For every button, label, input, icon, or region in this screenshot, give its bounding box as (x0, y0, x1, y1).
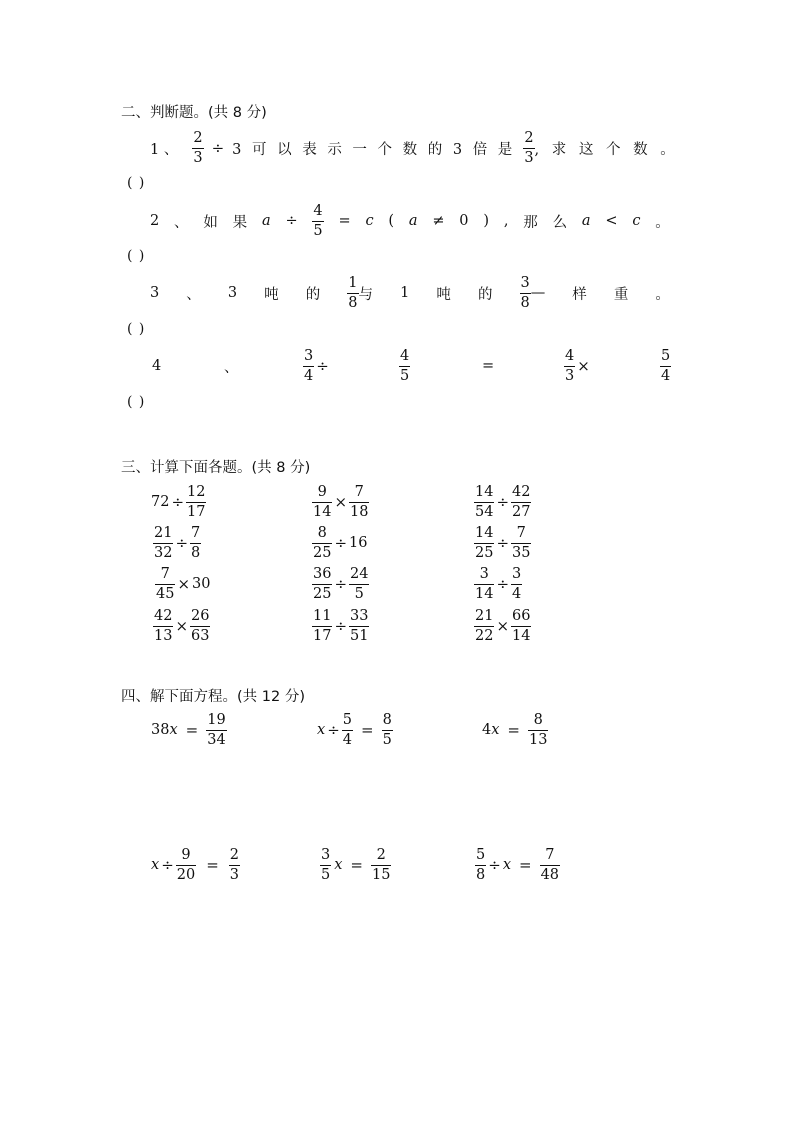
calc-problem-12 (474, 606, 531, 646)
numerator: 8 (382, 712, 392, 728)
fraction (176, 848, 196, 882)
denominator: 48 (540, 866, 560, 883)
numerator: 3 (520, 275, 530, 291)
denominator: 13 (154, 627, 173, 644)
fraction (186, 485, 206, 519)
numerator: 1 (348, 275, 358, 291)
question-text: 果 (232, 214, 248, 231)
variable: c (365, 213, 374, 229)
calc-problem-10 (153, 606, 210, 646)
variable: x (334, 857, 343, 873)
fraction (190, 526, 201, 560)
math-token: = (519, 856, 532, 874)
math-token: = (507, 721, 520, 739)
fraction (312, 204, 323, 238)
question-number: 3 (150, 285, 160, 301)
denominator: 13 (529, 731, 548, 748)
denominator: 5 (321, 866, 331, 883)
math-token: 72 (151, 494, 170, 510)
question-text: 3 可 以 表 示 一 个 数 的 3 倍 是 (232, 141, 516, 158)
variable: x (151, 857, 160, 873)
fraction (520, 276, 531, 310)
numerator: 3 (479, 566, 489, 582)
number: 1 (400, 285, 410, 301)
equation-1 (151, 710, 227, 750)
question-text: 、 (174, 214, 189, 231)
fraction (347, 276, 358, 310)
denominator: 35 (512, 544, 531, 561)
math-token: ÷ (171, 493, 185, 511)
math-token: ÷ (496, 575, 510, 593)
answer-blank[interactable]: ( ) (127, 175, 146, 191)
fraction (192, 131, 203, 165)
judgment-question-1 (150, 128, 679, 168)
denominator: 54 (475, 503, 494, 520)
denominator: 3 (524, 149, 534, 166)
denominator: 4 (512, 585, 522, 602)
math-token: = (350, 856, 363, 874)
fraction (312, 526, 332, 560)
denominator: 18 (350, 503, 369, 520)
denominator: 17 (313, 627, 332, 644)
not-equal-sign: ≠ (432, 213, 445, 229)
number: 3 (227, 285, 238, 301)
variable: x (491, 722, 500, 738)
denominator: 51 (350, 627, 369, 644)
math-token: ÷ (496, 534, 510, 552)
denominator: 4 (304, 367, 314, 384)
numerator: 42 (512, 484, 531, 500)
denominator: 8 (520, 294, 530, 311)
question-text: 那 (523, 214, 538, 231)
fraction (660, 349, 671, 383)
divide-sign: ÷ (316, 357, 329, 375)
numerator: 14 (475, 484, 494, 500)
denominator: 4 (661, 367, 671, 384)
fraction (303, 349, 314, 383)
denominator: 8 (348, 294, 358, 311)
numerator: 7 (160, 566, 170, 582)
denominator: 25 (313, 544, 332, 561)
fraction (528, 713, 548, 747)
numerator: 5 (342, 712, 352, 728)
math-token: ÷ (496, 493, 510, 511)
numerator: 3 (304, 348, 314, 364)
numerator: 7 (354, 484, 364, 500)
question-text: 如 (203, 214, 218, 231)
comma: , (503, 213, 509, 229)
fraction (511, 485, 531, 519)
numerator: 42 (154, 608, 173, 624)
judgment-question-2 (150, 201, 670, 241)
denominator: 5 (400, 367, 410, 384)
question-number: 4 (152, 358, 162, 374)
fraction (523, 131, 534, 165)
variable: a (261, 213, 271, 229)
fraction (371, 848, 391, 882)
fraction (155, 567, 175, 601)
divide-sign: ÷ (211, 139, 225, 157)
fraction (540, 848, 560, 882)
denominator: 5 (382, 731, 392, 748)
numerator: 4 (400, 348, 410, 364)
math-token: 30 (192, 576, 211, 592)
numerator: 2 (229, 847, 240, 863)
variable: a (581, 213, 591, 229)
numerator: 11 (313, 608, 332, 624)
question-text: 吨 (264, 286, 279, 303)
equation-4 (151, 845, 240, 885)
math-token: 4 (482, 722, 492, 738)
numerator: 36 (313, 566, 332, 582)
denominator: 25 (313, 585, 332, 602)
fraction (475, 848, 486, 882)
answer-blank[interactable]: ( ) (127, 394, 146, 410)
fraction (153, 609, 173, 643)
numerator: 8 (317, 525, 327, 541)
fraction (153, 526, 173, 560)
denominator: 22 (475, 627, 494, 644)
fraction (474, 485, 494, 519)
numerator: 9 (317, 484, 327, 500)
question-text: 与 (358, 286, 374, 303)
math-token: = (206, 856, 219, 874)
numerator: 33 (350, 608, 369, 624)
numerator: 3 (321, 847, 331, 863)
fraction (190, 609, 210, 643)
calc-problem-9 (474, 564, 522, 604)
numerator: 5 (476, 847, 486, 863)
equals-sign: = (482, 358, 495, 374)
denominator: 63 (191, 627, 210, 644)
divide-sign: ÷ (285, 213, 298, 229)
fraction (399, 349, 410, 383)
question-text: 的 (477, 286, 493, 303)
math-token: × (177, 575, 191, 593)
numerator: 26 (191, 608, 210, 624)
question-text: , 求 这 个 数 。 (534, 141, 679, 158)
math-token: ÷ (175, 534, 189, 552)
calc-problem-6 (474, 523, 531, 563)
equation-6 (475, 845, 560, 885)
denominator: 45 (156, 585, 175, 602)
denominator: 34 (207, 731, 226, 748)
calc-problem-11 (312, 606, 369, 646)
numerator: 7 (516, 525, 526, 541)
judgment-question-3 (150, 273, 670, 313)
fraction (382, 713, 393, 747)
numerator: 21 (475, 608, 494, 624)
question-text: — (530, 285, 546, 301)
math-token: ÷ (327, 721, 340, 739)
denominator: 17 (187, 503, 206, 520)
period: 。 (655, 286, 670, 303)
denominator: 14 (313, 503, 332, 520)
variable: c (632, 213, 641, 229)
numerator: 2 (376, 847, 386, 863)
fraction (511, 567, 522, 601)
denominator: 8 (191, 544, 201, 561)
less-than-sign: < (605, 213, 618, 229)
denominator: 20 (176, 866, 196, 883)
math-token: × (175, 617, 189, 635)
math-token: 38 (151, 722, 170, 738)
numerator: 14 (475, 525, 494, 541)
numerator: 66 (512, 608, 531, 624)
question-text: 、 (224, 359, 239, 376)
math-token: × (334, 493, 348, 511)
numerator: 12 (187, 484, 206, 500)
numerator: 5 (661, 348, 671, 364)
calc-problem-7 (155, 564, 210, 604)
numerator: 2 (524, 130, 534, 146)
numerator: 8 (533, 712, 543, 728)
denominator: 25 (475, 544, 494, 561)
numerator: 7 (545, 847, 555, 863)
denominator: 5 (354, 585, 364, 602)
fraction (474, 526, 494, 560)
answer-blank[interactable]: ( ) (127, 248, 146, 264)
equation-3 (482, 710, 548, 750)
numerator: 9 (181, 847, 191, 863)
math-token: ÷ (334, 575, 348, 593)
paren: ) (483, 213, 490, 229)
fraction (206, 713, 226, 747)
variable: a (408, 213, 418, 229)
question-text: 的 (305, 286, 321, 303)
numerator: 4 (565, 348, 575, 364)
variable: x (169, 722, 178, 738)
question-text: 、 (186, 286, 201, 303)
question-number: 2 (150, 213, 160, 229)
fraction (511, 609, 531, 643)
math-token: ÷ (334, 534, 348, 552)
fraction (474, 609, 494, 643)
question-text: 重 (613, 286, 629, 303)
denominator: 32 (154, 544, 173, 561)
denominator: 27 (512, 503, 531, 520)
fraction (342, 713, 353, 747)
denominator: 14 (475, 585, 494, 602)
variable: x (317, 722, 326, 738)
fraction (312, 567, 332, 601)
fraction (349, 609, 369, 643)
denominator: 3 (565, 367, 575, 384)
math-token: = (361, 721, 374, 739)
math-token: 16 (349, 535, 368, 551)
fraction (320, 848, 331, 882)
denominator: 15 (372, 866, 391, 883)
number: 0 (459, 213, 469, 229)
fraction (312, 485, 332, 519)
question-text: 样 (572, 286, 587, 303)
calc-problem-1 (151, 482, 206, 522)
fraction (349, 485, 369, 519)
denominator: 3 (229, 866, 240, 883)
numerator: 21 (154, 525, 173, 541)
equals-sign: = (338, 213, 351, 229)
equation-2 (317, 710, 393, 750)
question-number: 1 、 (150, 141, 179, 158)
denominator: 3 (193, 149, 203, 166)
calc-problem-8 (312, 564, 369, 604)
math-token: = (185, 721, 199, 739)
equation-5 (320, 845, 391, 885)
times-sign: × (577, 357, 590, 375)
answer-blank[interactable]: ( ) (127, 321, 146, 337)
numerator: 4 (313, 203, 323, 219)
calc-problem-2 (312, 482, 369, 522)
fraction (349, 567, 369, 601)
numerator: 7 (191, 525, 201, 541)
calc-problem-3 (474, 482, 531, 522)
denominator: 4 (342, 731, 352, 748)
fraction (312, 609, 332, 643)
section-heading-calculation: 三、计算下面各题。(共 8 分) (121, 460, 311, 476)
math-token: × (496, 617, 510, 635)
calc-problem-5 (312, 523, 367, 563)
numerator: 3 (512, 566, 522, 582)
denominator: 14 (512, 627, 531, 644)
math-token: ÷ (334, 617, 348, 635)
fraction (511, 526, 531, 560)
question-text: 吨 (436, 286, 451, 303)
math-token: ÷ (161, 856, 174, 874)
paren: ( (388, 213, 395, 229)
fraction (564, 349, 575, 383)
fraction (474, 567, 494, 601)
variable: x (502, 857, 511, 873)
period: 。 (655, 214, 670, 231)
denominator: 8 (476, 866, 486, 883)
question-text: 么 (552, 214, 568, 231)
denominator: 5 (313, 222, 323, 239)
numerator: 24 (350, 566, 369, 582)
section-heading-judgment: 二、判断题。(共 8 分) (121, 105, 267, 121)
numerator: 19 (207, 712, 226, 728)
judgment-question-4 (150, 346, 670, 386)
section-heading-equations: 四、解下面方程。(共 12 分) (121, 689, 305, 705)
calc-problem-4 (153, 523, 201, 563)
numerator: 2 (193, 130, 203, 146)
fraction (229, 848, 240, 882)
math-token: ÷ (488, 856, 501, 874)
